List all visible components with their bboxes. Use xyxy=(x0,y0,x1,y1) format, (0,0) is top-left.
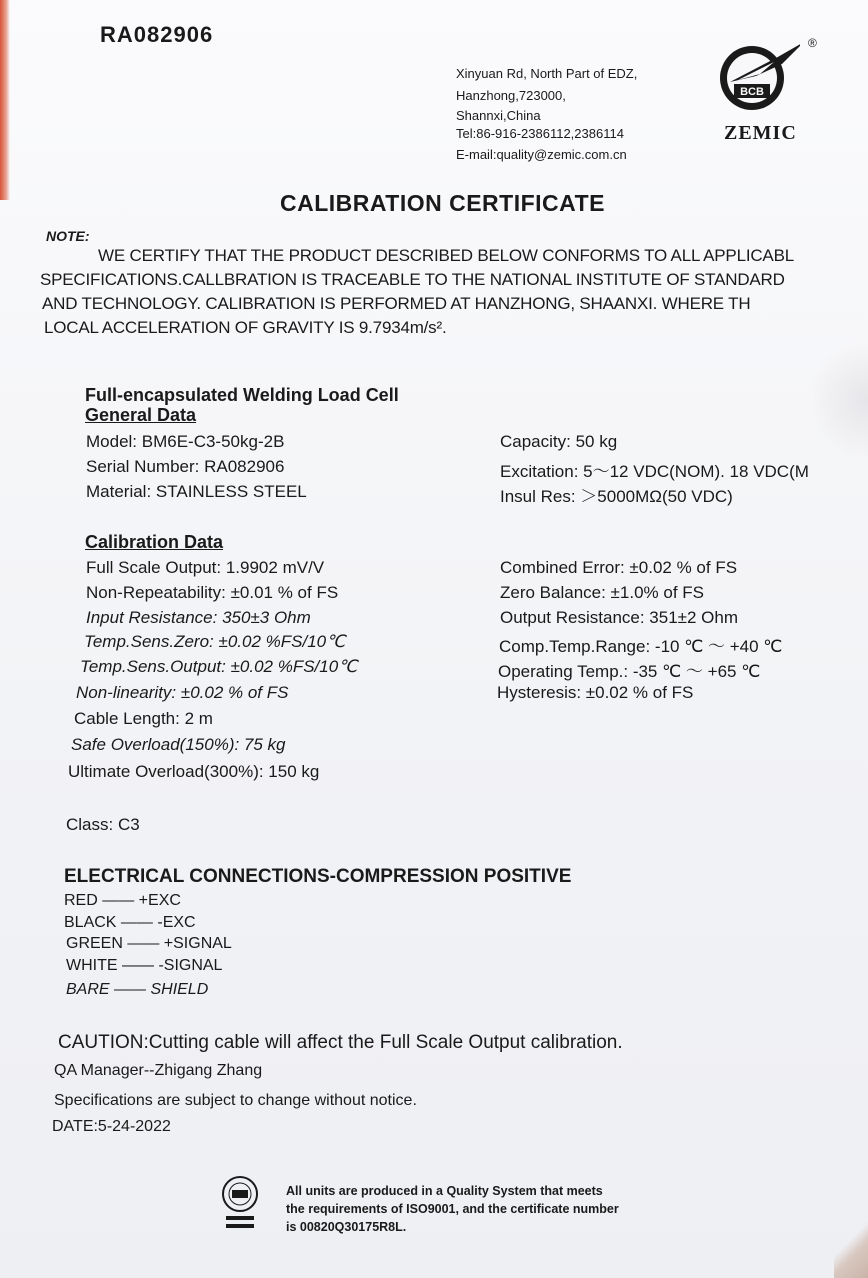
excitation-field: Excitation: 5～12 VDC(NOM). 18 VDC(M xyxy=(500,462,809,481)
full-scale-output-field: Full Scale Output: 1.9902 mV/V xyxy=(86,558,325,577)
wire-bare: BARE —— SHIELD xyxy=(66,981,209,998)
note-line: LOCAL ACCELERATION OF GRAVITY IS 9.7934m/s². xyxy=(44,318,447,337)
page-edge xyxy=(0,0,10,200)
cable-length-field: Cable Length: 2 m xyxy=(74,709,213,728)
certificate-number: RA082906 xyxy=(100,22,214,47)
material-field: Material: STAINLESS STEEL xyxy=(86,482,307,501)
footer-line: is 00820Q30175R8L. xyxy=(286,1220,407,1234)
temp-sens-zero-field: Temp.Sens.Zero: ±0.02 %FS/10℃ xyxy=(84,632,346,651)
temp-sens-output-field: Temp.Sens.Output: ±0.02 %FS/10℃ xyxy=(80,657,358,676)
safe-overload-field: Safe Overload(150%): 75 kg xyxy=(71,735,286,754)
output-resistance-field: Output Resistance: 351±2 Ohm xyxy=(500,608,739,627)
serial-number-field: Serial Number: RA082906 xyxy=(86,457,285,476)
address-line: Hanzhong,723000, xyxy=(456,88,566,103)
footer-line: All units are produced in a Quality System that meets xyxy=(286,1184,603,1198)
caution-text: CAUTION:Cutting cable will affect the Full Scale Output calibration. xyxy=(58,1032,623,1053)
capacity-field: Capacity: 50 kg xyxy=(500,432,618,451)
class-field: Class: C3 xyxy=(66,815,140,834)
general-data-heading: General Data xyxy=(85,405,197,425)
note-label: NOTE: xyxy=(46,228,90,244)
footer-line: the requirements of ISO9001, and the certificate number xyxy=(286,1202,619,1216)
wire-red: RED —— +EXC xyxy=(64,892,181,909)
note-line: SPECIFICATIONS.CALLBRATION IS TRACEABLE TO THE NATIONAL INSTITUTE OF STANDARD xyxy=(40,270,785,289)
brand-name: ZEMIC xyxy=(724,122,797,144)
comp-temp-range-field: Comp.Temp.Range: -10 ℃ ～ +40 ℃ xyxy=(499,637,783,656)
ultimate-overload-field: Ultimate Overload(300%): 150 kg xyxy=(68,762,320,781)
zero-balance-field: Zero Balance: ±1.0% of FS xyxy=(500,583,704,602)
hysteresis-field: Hysteresis: ±0.02 % of FS xyxy=(497,683,694,702)
spec-notice: Specifications are subject to change without notice. xyxy=(54,1092,417,1109)
input-resistance-field: Input Resistance: 350±3 Ohm xyxy=(86,608,311,627)
product-name: Full-encapsulated Welding Load Cell xyxy=(85,385,399,405)
connections-heading: ELECTRICAL CONNECTIONS-COMPRESSION POSITIVE xyxy=(64,866,572,887)
wire-green: GREEN —— +SIGNAL xyxy=(66,935,232,952)
operating-temp-field: Operating Temp.: -35 ℃ ～ +65 ℃ xyxy=(498,662,761,681)
wire-white: WHITE —— -SIGNAL xyxy=(66,957,223,974)
non-repeatability-field: Non-Repeatability: ±0.01 % of FS xyxy=(86,583,339,602)
date: DATE:5-24-2022 xyxy=(52,1118,171,1135)
calibration-data-heading: Calibration Data xyxy=(85,532,224,552)
phone-line: Tel:86-916-2386112,2386114 xyxy=(456,126,624,141)
address-line: Shannxi,China xyxy=(456,108,541,123)
registered-mark: ® xyxy=(808,36,817,50)
page-corner xyxy=(834,1218,868,1278)
logo-letters: BCB xyxy=(740,86,764,98)
combined-error-field: Combined Error: ±0.02 % of FS xyxy=(500,558,738,577)
note-line: AND TECHNOLOGY. CALIBRATION IS PERFORMED AT HANZHONG, SHAANXI. WHERE TH xyxy=(42,294,751,313)
iso-seal-icon xyxy=(220,1174,260,1234)
qa-manager: QA Manager--Zhigang Zhang xyxy=(54,1062,263,1079)
model-field: Model: BM6E-C3-50kg-2B xyxy=(86,432,285,451)
note-line: WE CERTIFY THAT THE PRODUCT DESCRIBED BELOW CONFORMS TO ALL APPLICABL xyxy=(98,246,794,265)
wire-black: BLACK —— -EXC xyxy=(64,914,196,931)
address-line: Xinyuan Rd, North Part of EDZ, xyxy=(456,66,638,81)
non-linearity-field: Non-linearity: ±0.02 % of FS xyxy=(76,683,289,702)
insulation-resistance-field: Insul Res: ＞5000MΩ(50 VDC) xyxy=(500,487,733,506)
zemic-logo-icon xyxy=(716,40,800,114)
email-line: E-mail:quality@zemic.com.cn xyxy=(456,147,627,162)
shadow xyxy=(808,340,868,460)
document-title: CALIBRATION CERTIFICATE xyxy=(280,190,605,216)
